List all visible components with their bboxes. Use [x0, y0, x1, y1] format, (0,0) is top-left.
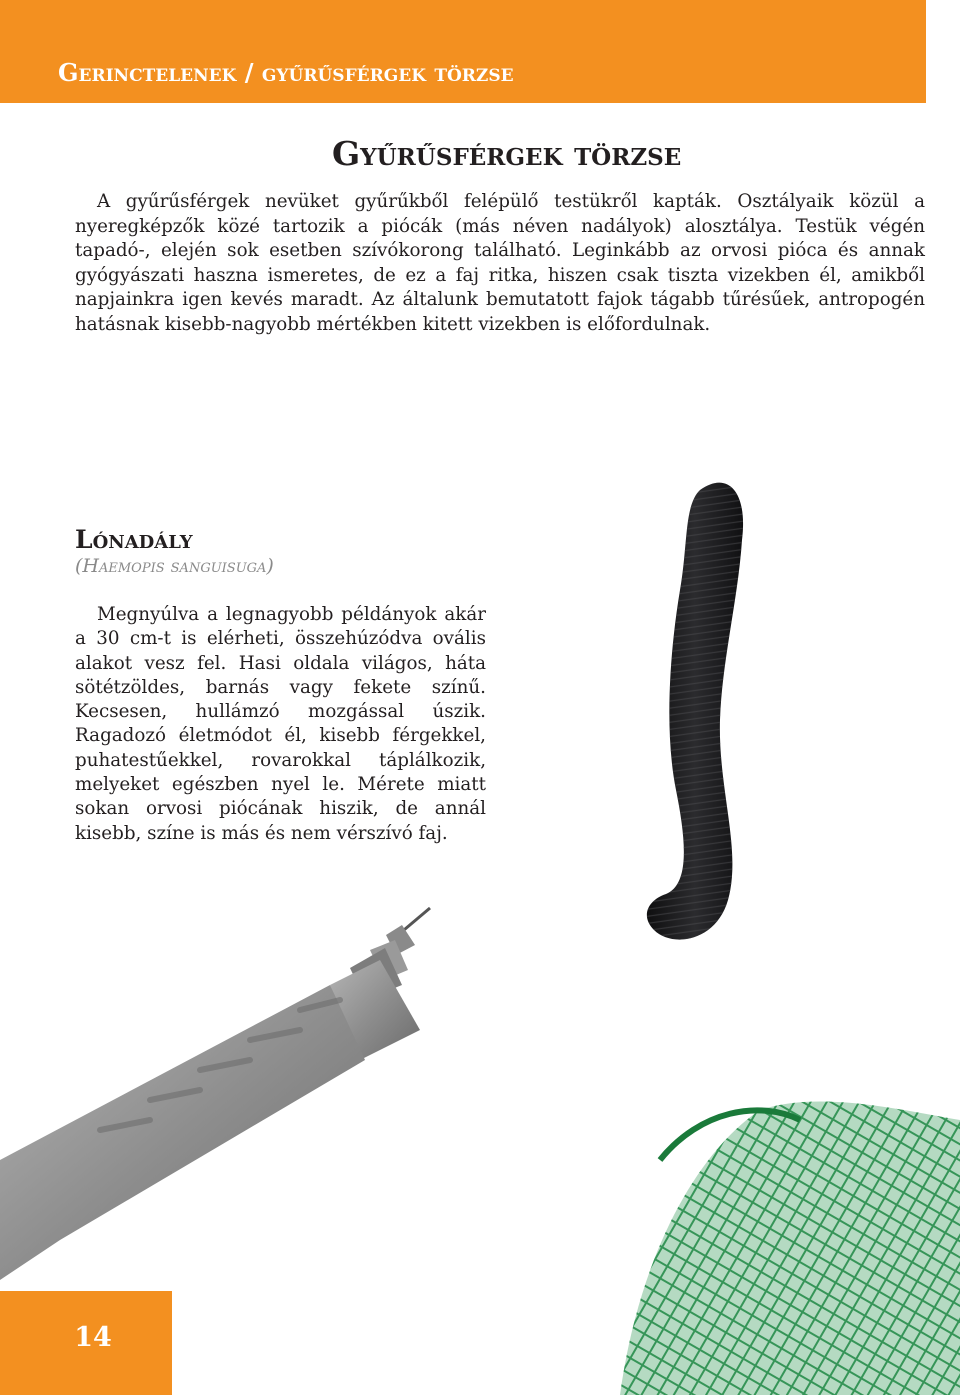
pen [0, 908, 430, 1280]
page-title: Gyűrűsférgek törzse [332, 134, 682, 173]
species-name: Lónadály [75, 525, 193, 554]
green-net [620, 1101, 960, 1395]
header-bar [0, 0, 926, 103]
intro-paragraph: A gyűrűsférgek nevüket gyűrűkből felépülő testükről kapták. Osztályaik közül a nyeregképzők közé tartozik a piócák (más néven nadályok) alosztálya. Testük végén tapadó-, elején sok esetben szívókorong található. Leginkább az orvosi pióca és annak gyógyászati haszna ismeretes, de ez a faj ritka, hiszen csak tiszta vizekben él, amikből napjainkra igen kevés maradt. Az általunk bemutatott fajok tágabb tűrésűek, antropogén hatásnak kisebb-nagyobb mértékben kitett vizekben is előfordulnak. [75, 191, 925, 335]
species-description: Megnyúlva a legnagyobb példányok akár a 30 cm-t is elérheti, összehúzódva ovális alakot vesz fel. Hasi oldala világos, háta sötétzöldes, barnás vagy fekete színű. Kecsesen, hullámzó mozgással úszik. Ragadozó életmódot él, kisebb férgekkel, puhatestűekkel, rovarokkal táplálkozik, melyeket egészben nyel le. Mérete miatt sokan orvosi piócának hiszik, de annál kisebb, színe is más és nem vérszívó faj. [75, 604, 486, 844]
page-number: 14 [74, 1322, 112, 1353]
species-latin-name: (Haemopis sanguisuga) [75, 555, 274, 577]
leech [647, 483, 743, 940]
section-title: Gerinctelenek / gyűrűsférgek törzse [58, 58, 514, 87]
